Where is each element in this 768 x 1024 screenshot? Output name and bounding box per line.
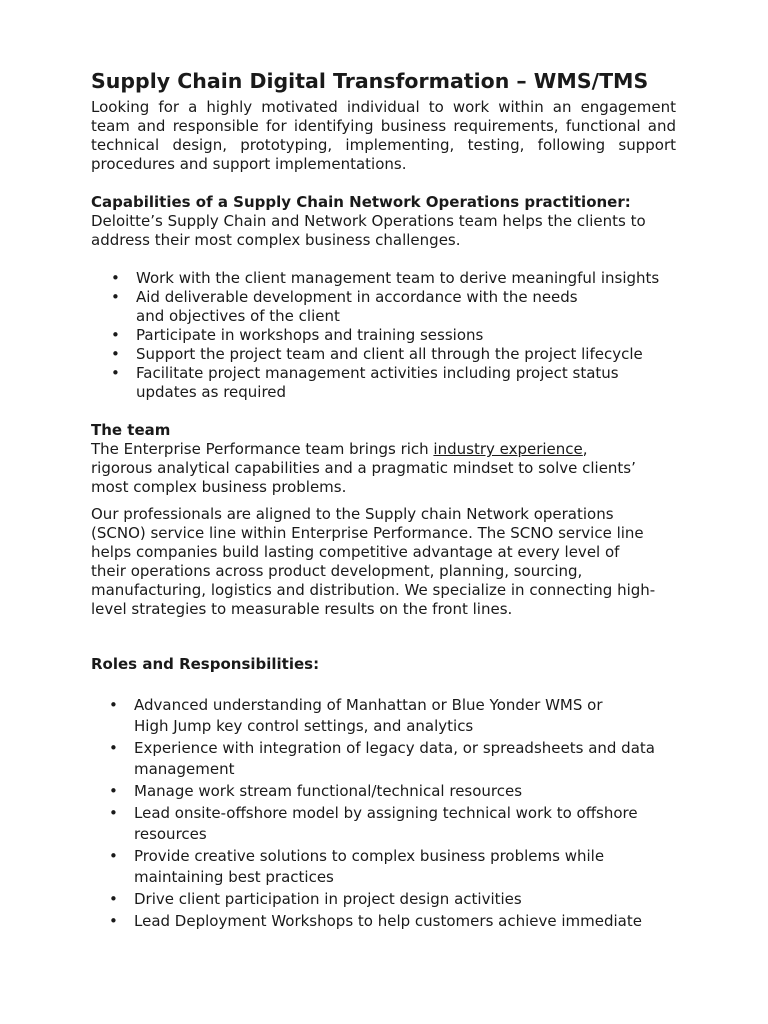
list-item: • Participate in workshops and training sessions (111, 326, 484, 344)
bullet-icon: • (109, 912, 118, 930)
bullet-icon: • (109, 847, 118, 865)
list-item: • Experience with integration of legacy data, or spreadsheets and data management (109, 739, 655, 778)
list-item: • Support the project team and client all through the project lifecycle (111, 345, 643, 363)
document-title: Supply Chain Digital Transformation – WMS/TMS (91, 69, 649, 93)
document-page (91, 68, 676, 933)
bullet-icon: • (109, 890, 118, 908)
team-paragraph-1: The Enterprise Performance team brings rich industry experience, rigorous analytical capabilities and a pragmatic mindset to solve clients’ most complex business problems. (91, 440, 636, 496)
bullet-icon: • (111, 364, 120, 382)
list-item: • Lead Deployment Workshops to help customers achieve immediate (109, 912, 642, 930)
capabilities-list (111, 269, 676, 402)
bullet-icon: • (111, 288, 120, 306)
bullet-icon: • (111, 345, 120, 363)
bullet-icon: • (109, 696, 118, 714)
list-item: • Advanced understanding of Manhattan or Blue Yonder WMS or High Jump key control settings, and analytics (109, 696, 603, 735)
bullet-icon: • (111, 269, 120, 287)
list-item: • Facilitate project management activities including project status updates as required (111, 364, 619, 401)
list-item: • Lead onsite-offshore model by assigning technical work to offshore resources (109, 804, 638, 843)
bullet-icon: • (109, 782, 118, 800)
team-heading: The team (91, 421, 171, 439)
team-paragraph-2: Our professionals are aligned to the Supply chain Network operations (SCNO) service line within Enterprise Performance. The SCNO service line helps companies build lasting competitive advantage at every level of their operations across product development, planning, sourcing, manufacturing, logistics and distribution. We specialize in connecting high-level strategies to measurable results on the front lines. (91, 505, 656, 618)
industry-experience-link[interactable]: industry experience (433, 440, 583, 458)
list-item: • Provide creative solutions to complex business problems while maintaining best practices (109, 847, 605, 886)
list-item: • Drive client participation in project design activities (109, 890, 522, 908)
bullet-icon: • (109, 739, 118, 757)
list-item: • Work with the client management team to derive meaningful insights (111, 269, 660, 287)
roles-list (109, 695, 676, 932)
bullet-icon: • (111, 326, 120, 344)
list-item: • Aid deliverable development in accordance with the needs and objectives of the client (111, 288, 578, 325)
capabilities-heading: Capabilities of a Supply Chain Network Operations practitioner: (91, 193, 631, 211)
roles-heading: Roles and Responsibilities: (91, 655, 320, 673)
intro-paragraph: Looking for a highly motivated individual to work within an engagement team and responsible for identifying business requirements, functional and technical design, prototyping, implementing, testing, following support procedures and support implementations. (91, 98, 676, 173)
bullet-icon: • (109, 804, 118, 822)
capabilities-paragraph: Deloitte’s Supply Chain and Network Operations team helps the clients to address their most complex business challenges. (91, 212, 646, 249)
list-item: • Manage work stream functional/technical resources (109, 782, 523, 800)
